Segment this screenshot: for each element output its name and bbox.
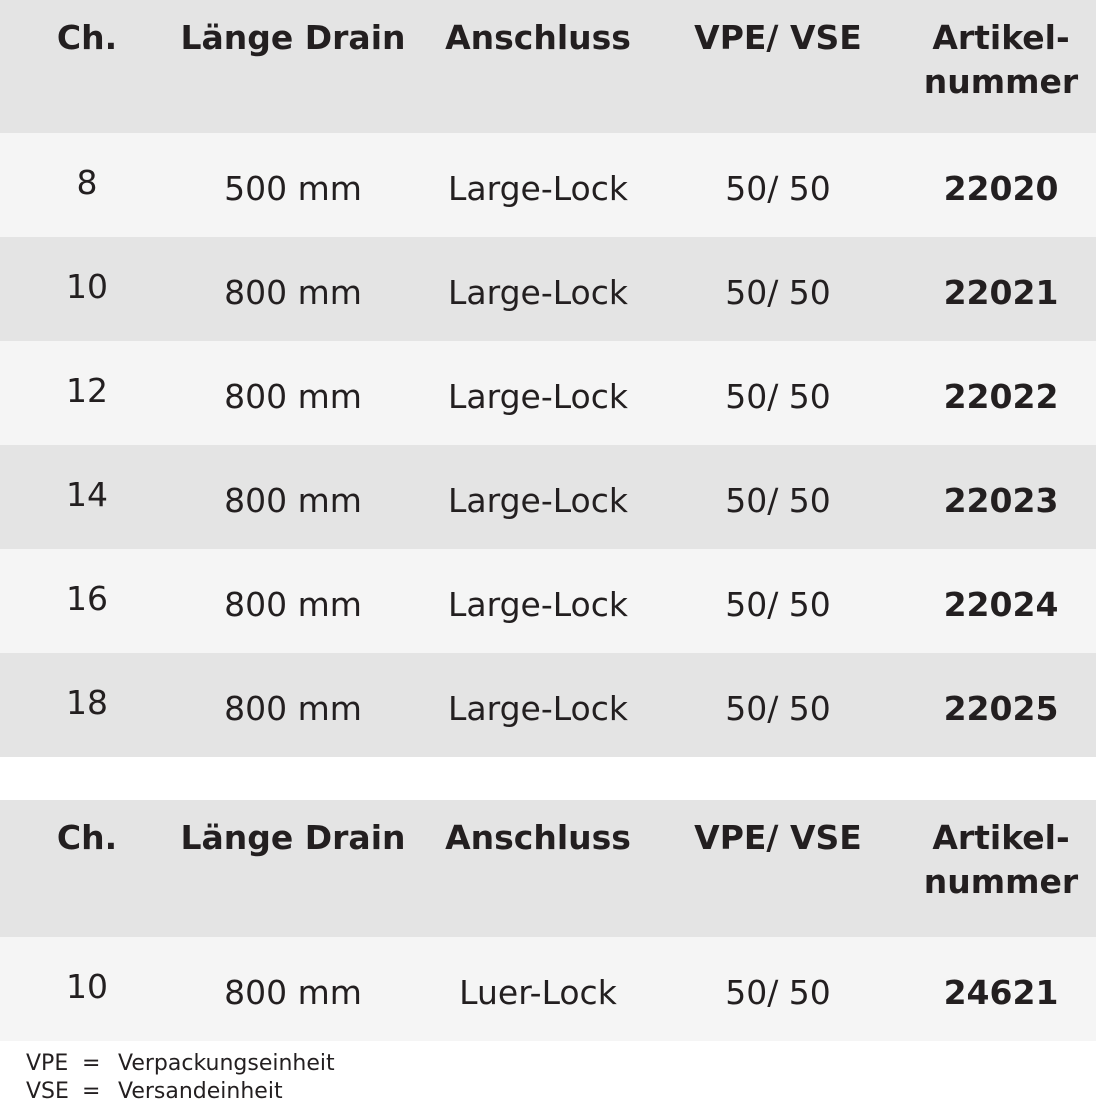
cell-ch: 10 [66,267,108,306]
cell-ch: 16 [66,579,108,618]
header-ch: Ch. [56,18,118,57]
cell-vpe-vse: 50/ 50 [725,377,831,416]
table-row [0,653,1096,757]
cell-length: 800 mm [224,273,362,312]
legend-item [26,1050,335,1078]
legend-abbr: VPE [26,1051,69,1076]
cell-connection: Large-Lock [447,377,629,416]
cell-connection: Large-Lock [447,273,629,312]
cell-vpe-vse: 50/ 50 [725,689,831,728]
cell-length: 500 mm [224,169,362,208]
header-article-line1: Artikel- [932,818,1070,857]
legend-text: Versandeinheit [118,1079,283,1104]
cell-length: 800 mm [224,689,362,728]
legend [26,1050,335,1106]
cell-connection: Large-Lock [447,585,629,624]
cell-connection: Luer-Lock [459,973,617,1012]
cell-ch: 12 [66,371,108,410]
cell-length: 800 mm [224,585,362,624]
legend-item [26,1078,335,1106]
cell-vpe-vse: 50/ 50 [725,481,831,520]
cell-article: 24621 [943,973,1059,1012]
table-row [0,549,1096,653]
header-vpe-vse: VPE/ VSE [694,18,862,57]
header-article-line2: nummer [923,62,1079,101]
table-row [0,937,1096,1041]
cell-vpe-vse: 50/ 50 [725,973,831,1012]
cell-ch: 18 [66,683,108,722]
table-row [0,341,1096,445]
cell-length: 800 mm [224,377,362,416]
cell-article: 22021 [943,273,1059,312]
header-ch: Ch. [56,818,118,857]
header-article-line1: Artikel- [932,18,1070,57]
cell-vpe-vse: 50/ 50 [725,585,831,624]
cell-article: 22020 [943,169,1059,208]
table-header [0,800,1096,937]
cell-connection: Large-Lock [447,689,629,728]
header-vpe-vse: VPE/ VSE [694,818,862,857]
cell-vpe-vse: 50/ 50 [725,273,831,312]
header-connection: Anschluss [445,18,631,57]
cell-vpe-vse: 50/ 50 [725,169,831,208]
table-row [0,133,1096,237]
cell-ch: 14 [66,475,108,514]
cell-article: 22025 [943,689,1059,728]
header-article [924,816,1078,904]
cell-ch: 8 [76,163,98,202]
cell-length: 800 mm [224,973,362,1012]
header-length: Länge Drain [180,18,406,57]
cell-connection: Large-Lock [447,481,629,520]
cell-article: 22023 [943,481,1059,520]
header-length: Länge Drain [180,818,406,857]
cell-connection: Large-Lock [447,169,629,208]
cell-article: 22024 [943,585,1059,624]
legend-abbr: VSE [26,1079,69,1104]
header-article-line2: nummer [923,862,1079,901]
cell-length: 800 mm [224,481,362,520]
table-header [0,0,1096,133]
cell-ch: 10 [66,967,108,1006]
cell-article: 22022 [943,377,1059,416]
legend-equals: = [82,1079,101,1104]
header-connection: Anschluss [445,818,631,857]
legend-text: Verpackungseinheit [118,1051,335,1076]
legend-equals: = [82,1051,101,1076]
table-row [0,237,1096,341]
table-row [0,445,1096,549]
header-article [924,16,1078,104]
product-table-luer-lock [0,800,1096,1041]
